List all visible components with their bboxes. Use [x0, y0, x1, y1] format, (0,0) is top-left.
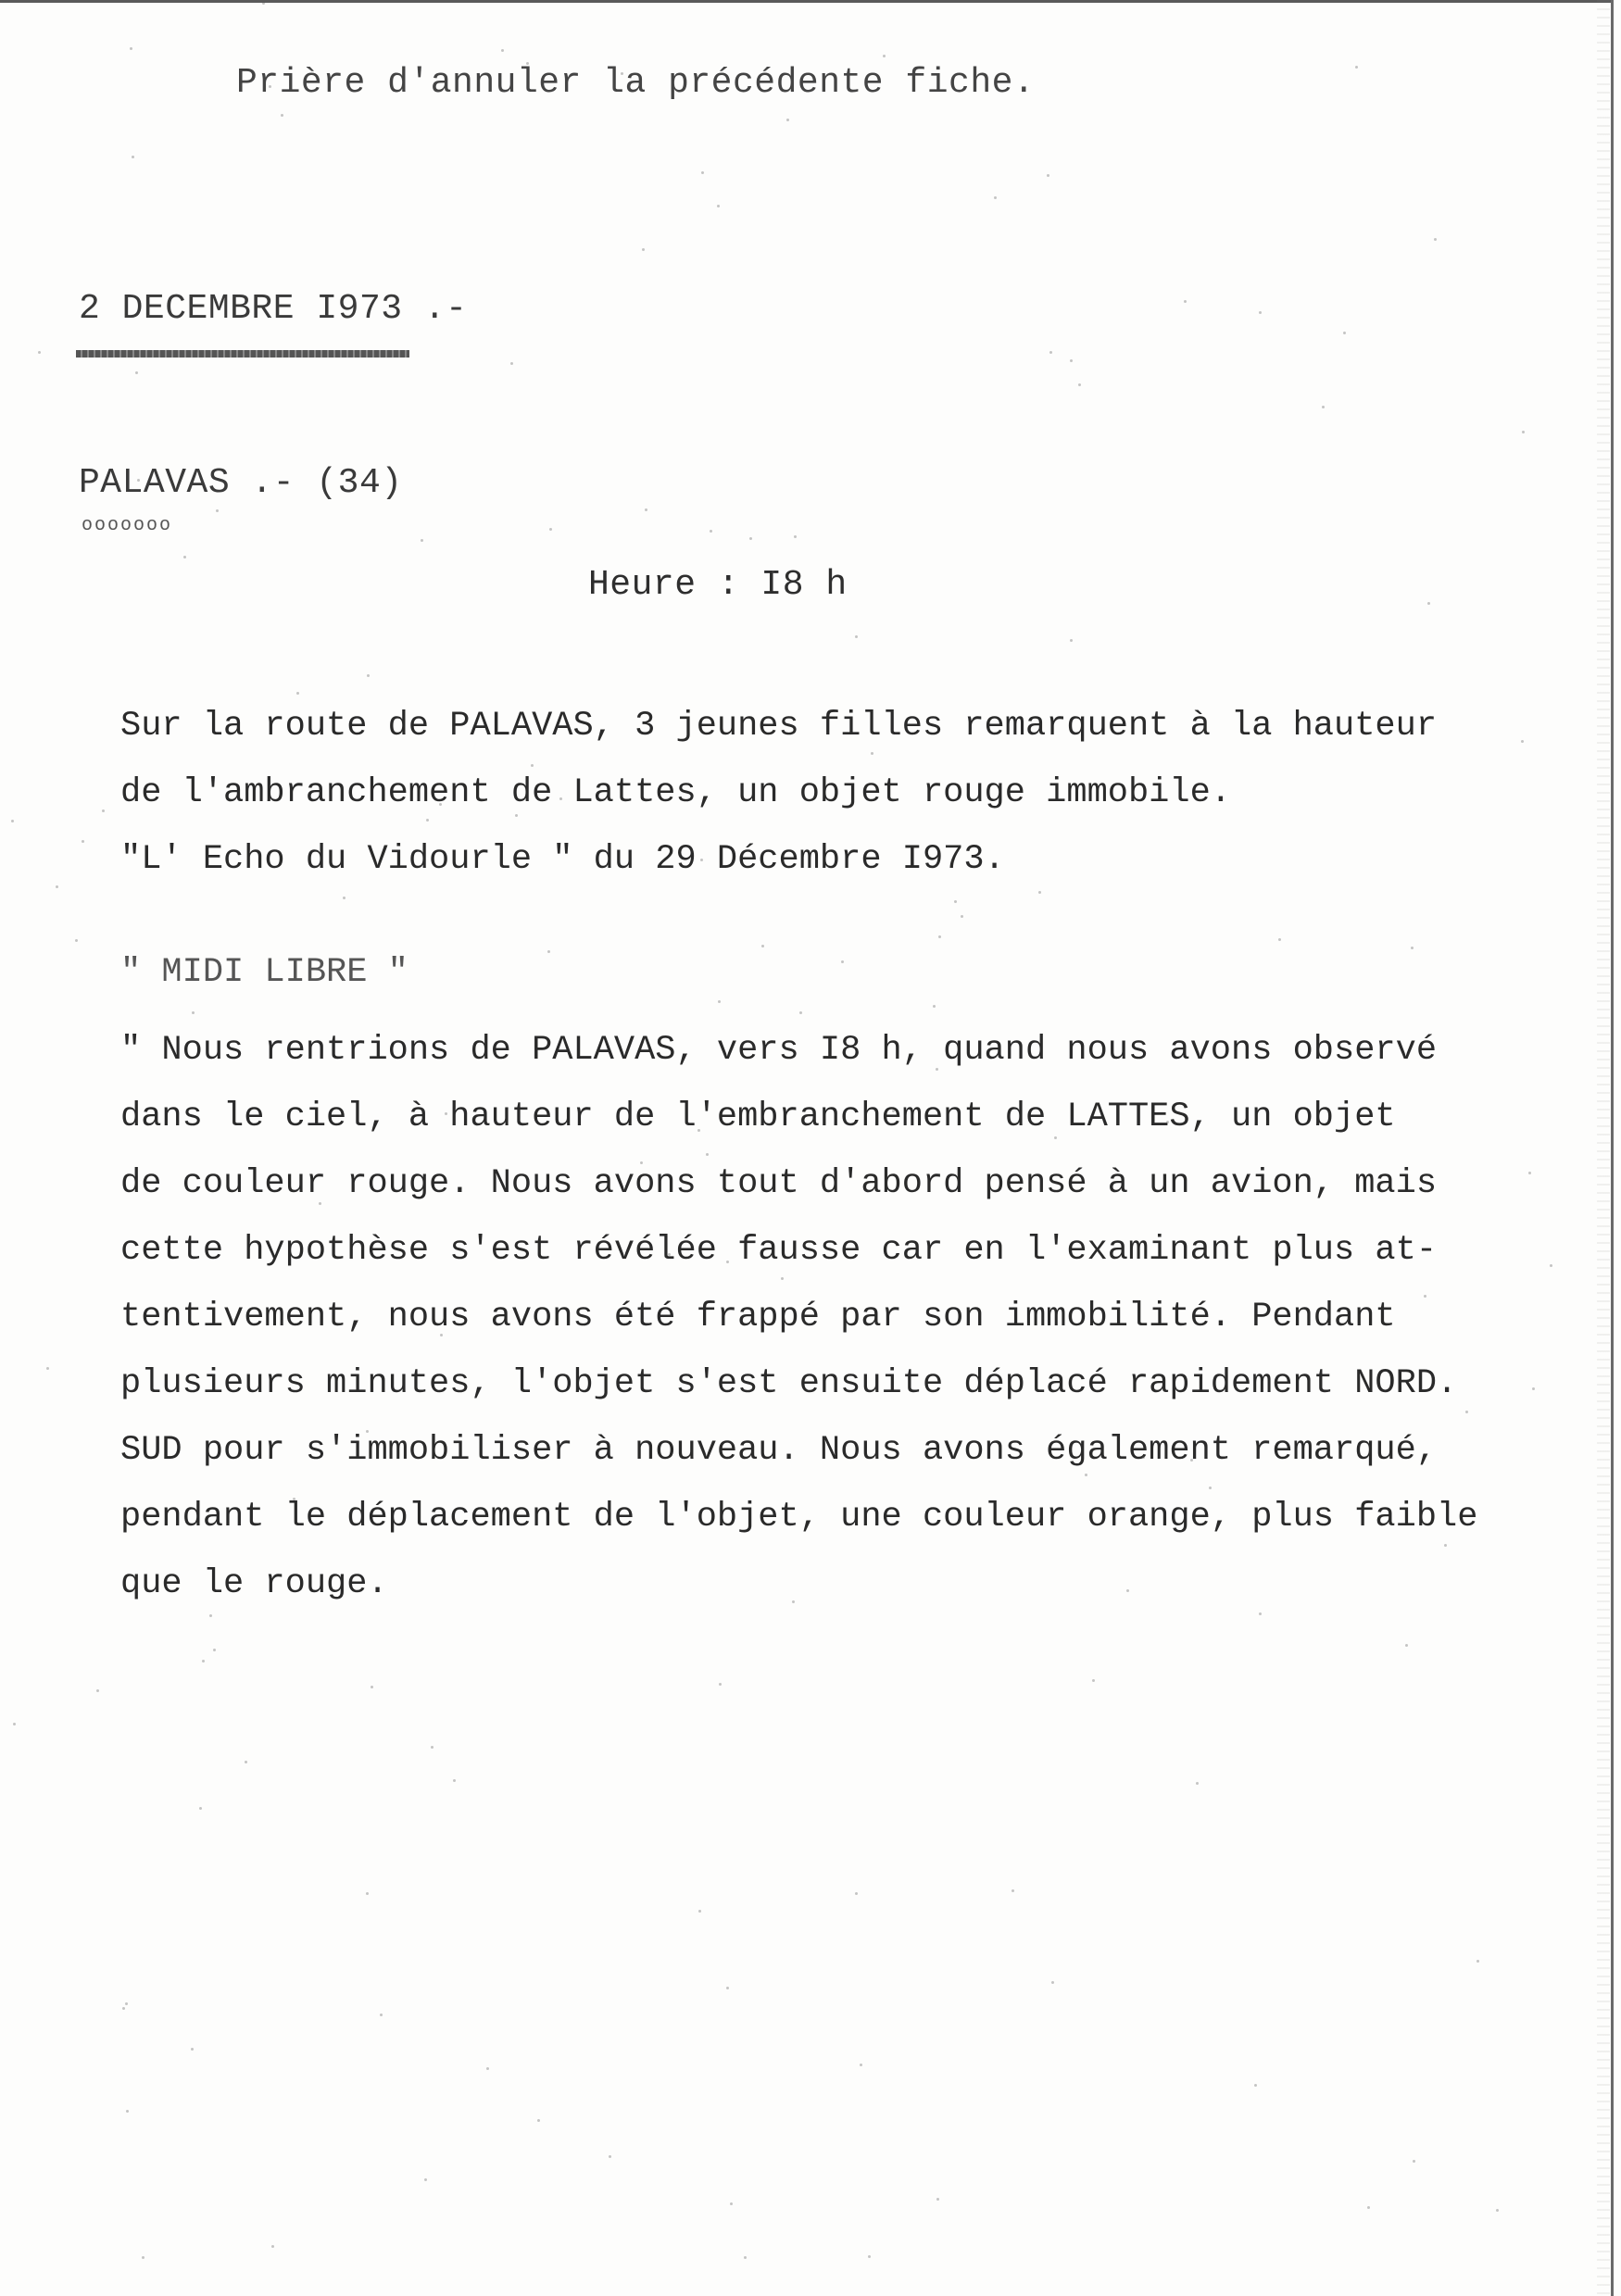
- scan-speck: [431, 1746, 434, 1749]
- scan-speck: [642, 248, 645, 251]
- scan-speck: [547, 950, 550, 953]
- scan-speck: [961, 915, 963, 918]
- scan-speck: [132, 156, 134, 158]
- scan-speck: [1254, 2084, 1257, 2087]
- scan-speck: [515, 814, 518, 817]
- scan-speck: [11, 820, 14, 822]
- testimony-line: SUD pour s'immobiliser à nouveau. Nous avons également remarqué,: [120, 1431, 1438, 1470]
- scan-speck: [855, 635, 858, 638]
- scan-speck: [1405, 1644, 1408, 1647]
- scan-speck: [609, 2155, 611, 2158]
- testimony-line: tentivement, nous avons été frappé par son immobilité. Pendant: [120, 1298, 1396, 1336]
- scan-speck: [209, 1614, 212, 1617]
- scan-speck: [710, 530, 712, 533]
- scan-speck: [860, 2064, 862, 2066]
- scan-speck: [717, 205, 720, 207]
- scan-speck: [269, 85, 271, 88]
- scan-speck: [700, 859, 703, 861]
- scan-speck: [1343, 332, 1346, 334]
- testimony-line: que le rouge.: [120, 1564, 388, 1603]
- scan-speck: [426, 819, 429, 822]
- scan-speck: [744, 2256, 747, 2259]
- scan-speck: [1190, 1459, 1193, 1462]
- scan-speck: [199, 1807, 202, 1810]
- scan-speck: [501, 49, 504, 52]
- scan-speck: [668, 1253, 671, 1256]
- scan-speck: [537, 2119, 540, 2122]
- scan-speck: [510, 362, 513, 365]
- scan-speck: [1012, 1889, 1014, 1892]
- scan-speck: [531, 764, 534, 767]
- scan-speck: [1278, 938, 1281, 941]
- scan-speck: [1465, 1411, 1468, 1413]
- scan-speck: [726, 1987, 729, 1989]
- scan-speck: [749, 537, 752, 540]
- scan-speck: [366, 1430, 369, 1433]
- scan-speck: [701, 171, 704, 174]
- testimony-paragraph: [120, 1017, 1477, 1617]
- scan-speck: [1126, 1589, 1129, 1592]
- scan-speck: [938, 935, 941, 938]
- scan-speck: [1496, 2209, 1499, 2212]
- scan-speck: [13, 1723, 16, 1725]
- scan-speck: [549, 528, 552, 531]
- scan-speck: [526, 62, 529, 65]
- scan-speck: [726, 1261, 729, 1263]
- scan-speck: [1550, 1264, 1552, 1267]
- scan-speck: [792, 1600, 795, 1603]
- scan-speck: [202, 1660, 205, 1662]
- scan-speck: [799, 1011, 802, 1014]
- scan-speck: [1521, 740, 1524, 743]
- scan-speck: [1085, 1474, 1087, 1476]
- scan-speck: [1532, 1387, 1535, 1390]
- scan-speck: [1444, 1544, 1447, 1547]
- scan-speck: [1070, 359, 1073, 362]
- testimony-line: plusieurs minutes, l'objet s'est ensuite déplacé rapidement NORD.: [120, 1364, 1458, 1403]
- scan-speck: [142, 2256, 145, 2259]
- scan-speck: [216, 509, 219, 512]
- scan-speck: [125, 2002, 128, 2005]
- testimony-line: pendant le déplacement de l'objet, une couleur orange, plus faible: [120, 1498, 1478, 1537]
- scan-speck: [213, 1649, 216, 1651]
- scan-speck: [1049, 351, 1052, 354]
- scan-speck: [424, 2178, 427, 2181]
- testimony-line: de couleur rouge. Nous avons tout d'abord pensé à un avion, mais: [120, 1164, 1438, 1203]
- testimony-line: dans le ciel, à hauteur de l'embranchement de LATTES, un objet: [120, 1098, 1396, 1136]
- scan-speck: [936, 1068, 938, 1071]
- report-place: PALAVAS .- (34): [79, 463, 403, 503]
- scan-speck: [1196, 1782, 1199, 1785]
- scan-speck: [781, 1277, 784, 1280]
- report-date: 2 DECEMBRE I973 .-: [79, 289, 468, 329]
- scan-speck: [371, 1686, 373, 1688]
- page-right-edge: [1611, 0, 1614, 2296]
- scan-speck: [130, 47, 132, 50]
- scan-speck: [192, 1011, 195, 1014]
- scan-speck: [281, 114, 283, 117]
- scan-speck: [698, 1910, 701, 1913]
- scan-speck: [439, 803, 442, 806]
- scan-speck: [1411, 947, 1414, 949]
- scan-speck: [719, 1683, 722, 1686]
- scan-speck: [640, 1161, 643, 1164]
- scan-speck: [271, 2245, 274, 2248]
- scan-speck: [191, 2048, 194, 2051]
- scan-speck: [868, 2255, 871, 2258]
- scan-speck: [892, 1110, 895, 1112]
- scan-speck: [75, 939, 78, 942]
- scan-speck: [954, 900, 957, 903]
- place-underline: ooooooo: [82, 515, 173, 536]
- scan-speck: [621, 72, 623, 75]
- scan-speck: [1355, 66, 1358, 69]
- scan-speck: [697, 1129, 700, 1132]
- scan-speck: [445, 1112, 447, 1115]
- scan-speck: [1322, 406, 1325, 408]
- scan-speck: [1078, 383, 1081, 386]
- testimony-line: " Nous rentrions de PALAVAS, vers I8 h, quand nous avons observé: [120, 1031, 1438, 1070]
- scan-speck: [122, 2007, 125, 2010]
- scan-speck: [82, 840, 84, 843]
- scan-speck: [486, 2067, 489, 2070]
- scan-speck: [1054, 1136, 1057, 1139]
- scan-speck: [645, 508, 647, 511]
- source-citation: "L' Echo du Vidourle " du 29 Décembre I973.: [120, 840, 1005, 879]
- scan-speck: [772, 571, 774, 573]
- scan-speck: [1209, 1487, 1212, 1489]
- scan-speck: [296, 692, 299, 695]
- scan-speck: [137, 479, 140, 482]
- scan-speck: [1051, 1981, 1054, 1984]
- scan-speck: [135, 371, 138, 374]
- scan-speck: [245, 1761, 247, 1763]
- scan-speck: [1259, 1612, 1262, 1615]
- scan-speck: [936, 2198, 939, 2201]
- scan-speck: [1434, 238, 1437, 241]
- scan-speck: [1528, 1172, 1531, 1174]
- scan-speck: [1259, 311, 1262, 314]
- scan-speck: [1522, 431, 1525, 433]
- scan-speck: [786, 119, 789, 121]
- scan-speck: [1047, 174, 1049, 177]
- scan-speck: [421, 539, 423, 542]
- scan-speck: [1038, 891, 1041, 894]
- scan-speck: [38, 351, 41, 354]
- scan-speck: [366, 1892, 369, 1895]
- report-time: Heure : I8 h: [588, 565, 848, 605]
- scan-speck: [1476, 1960, 1479, 1963]
- source-newspaper: " MIDI LIBRE ": [120, 953, 408, 992]
- scan-speck: [56, 885, 58, 888]
- scan-speck: [871, 752, 873, 755]
- scan-speck: [46, 1367, 49, 1370]
- scan-speck: [440, 1334, 443, 1336]
- scan-speck: [706, 1153, 709, 1156]
- scan-noise: [1597, 0, 1610, 2296]
- scan-speck: [855, 1892, 858, 1895]
- scan-speck: [1367, 2206, 1370, 2209]
- scan-speck: [933, 1005, 936, 1008]
- date-underline: [76, 350, 409, 358]
- scan-speck: [1427, 602, 1430, 605]
- summary-paragraph: [120, 693, 1437, 826]
- summary-line: de l'ambranchement de Lattes, un objet rouge immobile.: [120, 773, 1231, 812]
- scan-speck: [883, 55, 886, 57]
- scan-speck: [380, 2014, 383, 2016]
- scan-speck: [1166, 1121, 1169, 1123]
- scan-speck: [1142, 1456, 1145, 1459]
- scan-speck: [293, 1498, 295, 1500]
- page-top-edge: [0, 0, 1612, 8]
- scan-speck: [1184, 300, 1187, 303]
- scan-speck: [183, 556, 186, 558]
- scan-speck: [96, 1689, 99, 1692]
- scan-speck: [367, 674, 370, 677]
- scan-speck: [994, 196, 997, 199]
- scan-speck: [718, 1000, 721, 1003]
- scan-speck: [794, 535, 797, 538]
- scan-speck: [559, 797, 562, 800]
- scan-speck: [730, 2202, 733, 2205]
- scan-speck: [841, 960, 844, 963]
- scan-speck: [262, 2, 265, 5]
- scan-speck: [1092, 1679, 1095, 1682]
- scan-speck: [343, 897, 346, 899]
- cancel-notice: Prière d'annuler la précédente fiche.: [236, 63, 1036, 103]
- scan-speck: [319, 1202, 321, 1205]
- scan-speck: [453, 1779, 456, 1782]
- scan-speck: [102, 809, 105, 812]
- scan-speck: [1413, 2160, 1415, 2163]
- testimony-line: cette hypothèse s'est révélée fausse car en l'examinant plus at-: [120, 1231, 1438, 1270]
- scan-speck: [1070, 639, 1073, 642]
- scan-speck: [126, 2110, 129, 2113]
- scan-speck: [1424, 1295, 1426, 1298]
- scan-speck: [761, 945, 764, 947]
- summary-line: Sur la route de PALAVAS, 3 jeunes filles remarquent à la hauteur: [120, 707, 1438, 746]
